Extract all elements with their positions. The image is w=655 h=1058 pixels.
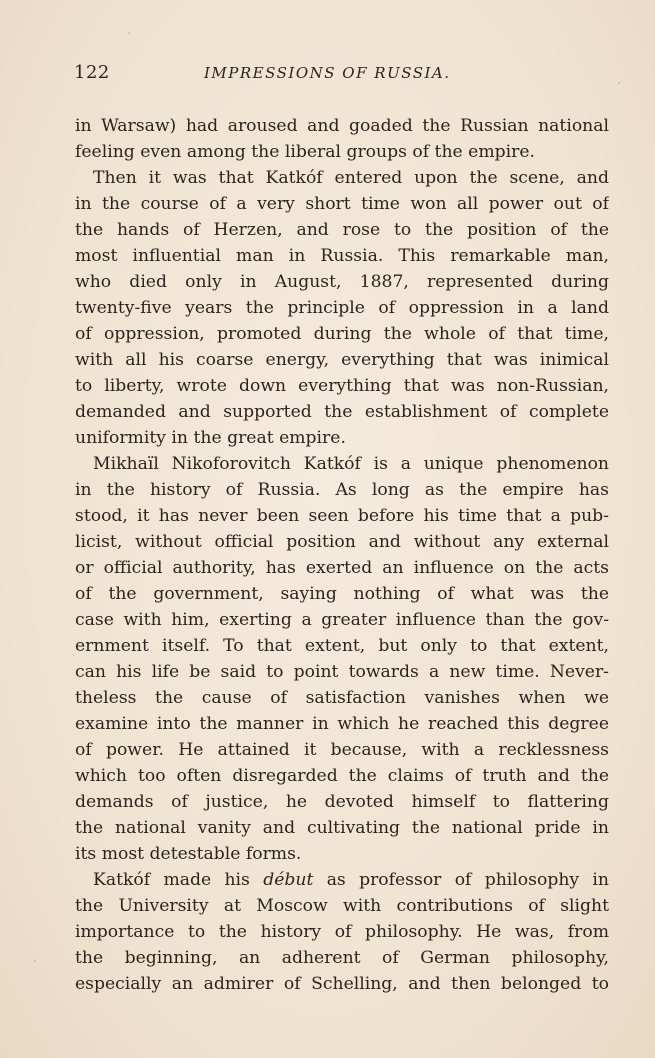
text-line: the beginning, an adherent of German philosophy,	[75, 948, 609, 968]
page-header	[74, 62, 609, 88]
text-line: case with him, exerting a greater influence than the gov-	[75, 610, 609, 630]
paper-speck	[618, 82, 620, 84]
text-line: licist, without official position and without any external	[75, 532, 609, 552]
text-line: ernment itself. To that extent, but only to that extent,	[75, 636, 609, 656]
text-line: in the history of Russia. As long as the empire has	[75, 480, 609, 500]
text-line: which too often disregarded the claims of truth and the	[75, 766, 609, 786]
text-line: or official authority, has exerted an influence on the acts	[75, 558, 609, 578]
page-number: 122	[74, 62, 110, 83]
text-line: demands of justice, he devoted himself to flattering	[75, 792, 609, 812]
text-line: of the government, saying nothing of what was the	[75, 584, 609, 604]
paragraph-start-line	[75, 867, 609, 893]
text-line: demanded and supported the establishment of complete	[75, 402, 609, 422]
text-line: to liberty, wrote down everything that was non-Russian,	[75, 376, 609, 396]
text-line: stood, it has never been seen before his time that a pub-	[75, 506, 609, 526]
text-line: in Warsaw) had aroused and goaded the Russian national	[75, 116, 609, 136]
text-line: can his life be said to point towards a new time. Never-	[75, 662, 609, 682]
text-line: especially an admirer of Schelling, and then belonged to	[75, 974, 609, 994]
text-line: twenty-five years the principle of oppression in a land	[75, 298, 609, 318]
paragraph-start-line: Then it was that Katkóf entered upon the scene, and	[93, 168, 609, 188]
text-line: uniformity in the great empire.	[75, 428, 346, 448]
italic-term: début	[263, 870, 314, 890]
body-text	[75, 113, 609, 997]
text-line: in the course of a very short time won all power out of	[75, 194, 609, 214]
text-line: who died only in August, 1887, represented during	[75, 272, 609, 292]
text-line: of oppression, promoted during the whole of that time,	[75, 324, 609, 344]
text-line: its most detestable forms.	[75, 844, 302, 864]
text-line: feeling even among the liberal groups of the empire.	[75, 142, 535, 162]
paper-speck	[34, 960, 36, 962]
text-line: the national vanity and cultivating the national pride in	[75, 818, 609, 838]
text-segment: as professor of philosophy in	[326, 870, 609, 890]
paper-speck	[128, 32, 130, 34]
text-line: with all his coarse energy, everything that was inimical	[75, 350, 609, 370]
text-segment: Katkóf made his	[93, 870, 250, 890]
text-line: examine into the manner in which he reached this degree	[75, 714, 609, 734]
paragraph-start-line: Mikhaïl Nikoforovitch Katkóf is a unique phenomenon	[93, 454, 609, 474]
running-head: IMPRESSIONS OF RUSSIA.	[204, 64, 451, 82]
text-line: theless the cause of satisfaction vanishes when we	[75, 688, 609, 708]
text-line: importance to the history of philosophy. He was, from	[75, 922, 609, 942]
text-line: of power. He attained it because, with a recklessness	[75, 740, 609, 760]
text-line: the hands of Herzen, and rose to the position of the	[75, 220, 609, 240]
text-line: most influential man in Russia. This remarkable man,	[75, 246, 609, 266]
text-line: the University at Moscow with contributions of slight	[75, 896, 609, 916]
